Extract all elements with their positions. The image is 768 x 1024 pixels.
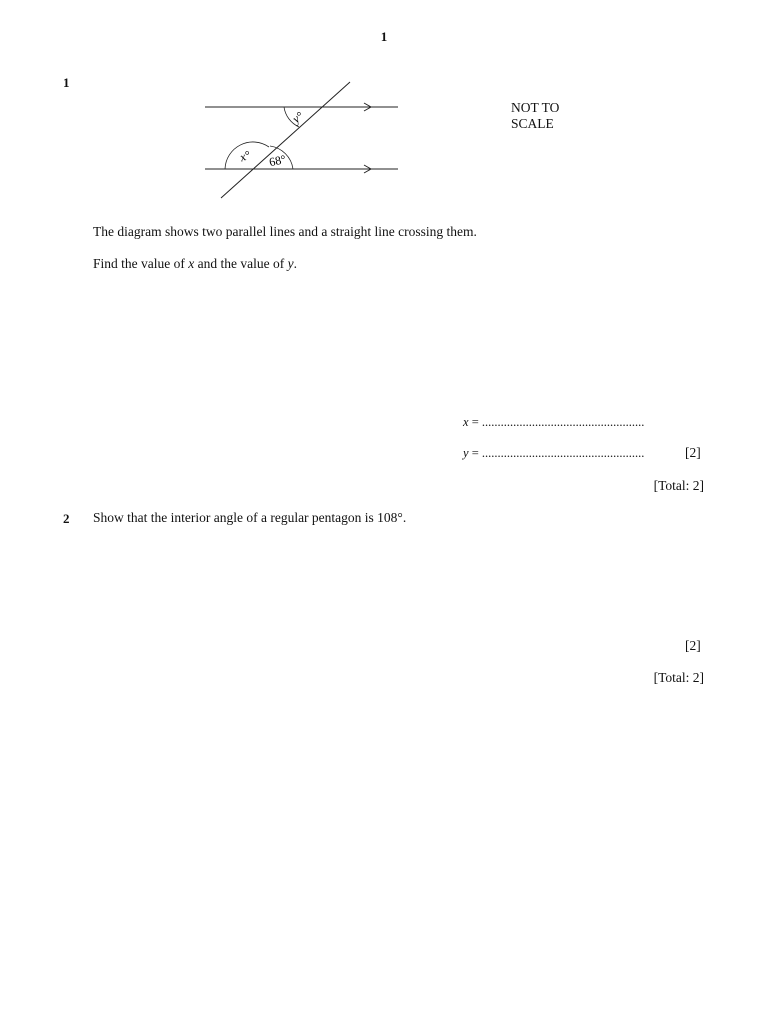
question-2-total: [Total: 2] (653, 670, 704, 685)
answer-x-dots: .................................................... (481, 415, 645, 429)
instruction-var-y: y (287, 256, 294, 271)
instruction-post: . (293, 256, 297, 271)
answer-y-dots: .................................................... (481, 446, 645, 460)
answer-y-var: y (463, 446, 469, 460)
label-68: 68° (267, 151, 288, 170)
label-x: x° (237, 147, 253, 165)
question-1-number: 1 (63, 75, 70, 90)
instruction-mid: and the value of (194, 256, 288, 271)
not-to-scale-line2: SCALE (511, 116, 554, 131)
label-y: y° (289, 108, 307, 126)
not-to-scale-line1: NOT TO (511, 100, 560, 115)
question-2-text: Show that the interior angle of a regular pentagon is 108°. (93, 510, 407, 525)
transversal-line (221, 82, 350, 198)
question-1-total: [Total: 2] (653, 478, 704, 493)
parallel-lines-diagram (200, 78, 410, 203)
answer-line-x[interactable] (463, 415, 644, 430)
answer-x-var: x (463, 415, 469, 429)
page-number: 1 (380, 29, 388, 44)
question-2-number: 2 (63, 511, 70, 526)
question-1-marks: [2] (685, 445, 701, 460)
question-1-instruction (93, 256, 297, 272)
question-1-text: The diagram shows two parallel lines and a straight line crossing them. (93, 224, 477, 239)
answer-x-equals: = (468, 415, 482, 429)
question-2-marks: [2] (685, 638, 701, 653)
answer-y-equals: = (468, 446, 482, 460)
instruction-pre: Find the value of (93, 256, 189, 271)
instruction-var-x: x (188, 256, 195, 271)
answer-line-y[interactable] (463, 446, 644, 461)
not-to-scale-note (511, 100, 559, 132)
